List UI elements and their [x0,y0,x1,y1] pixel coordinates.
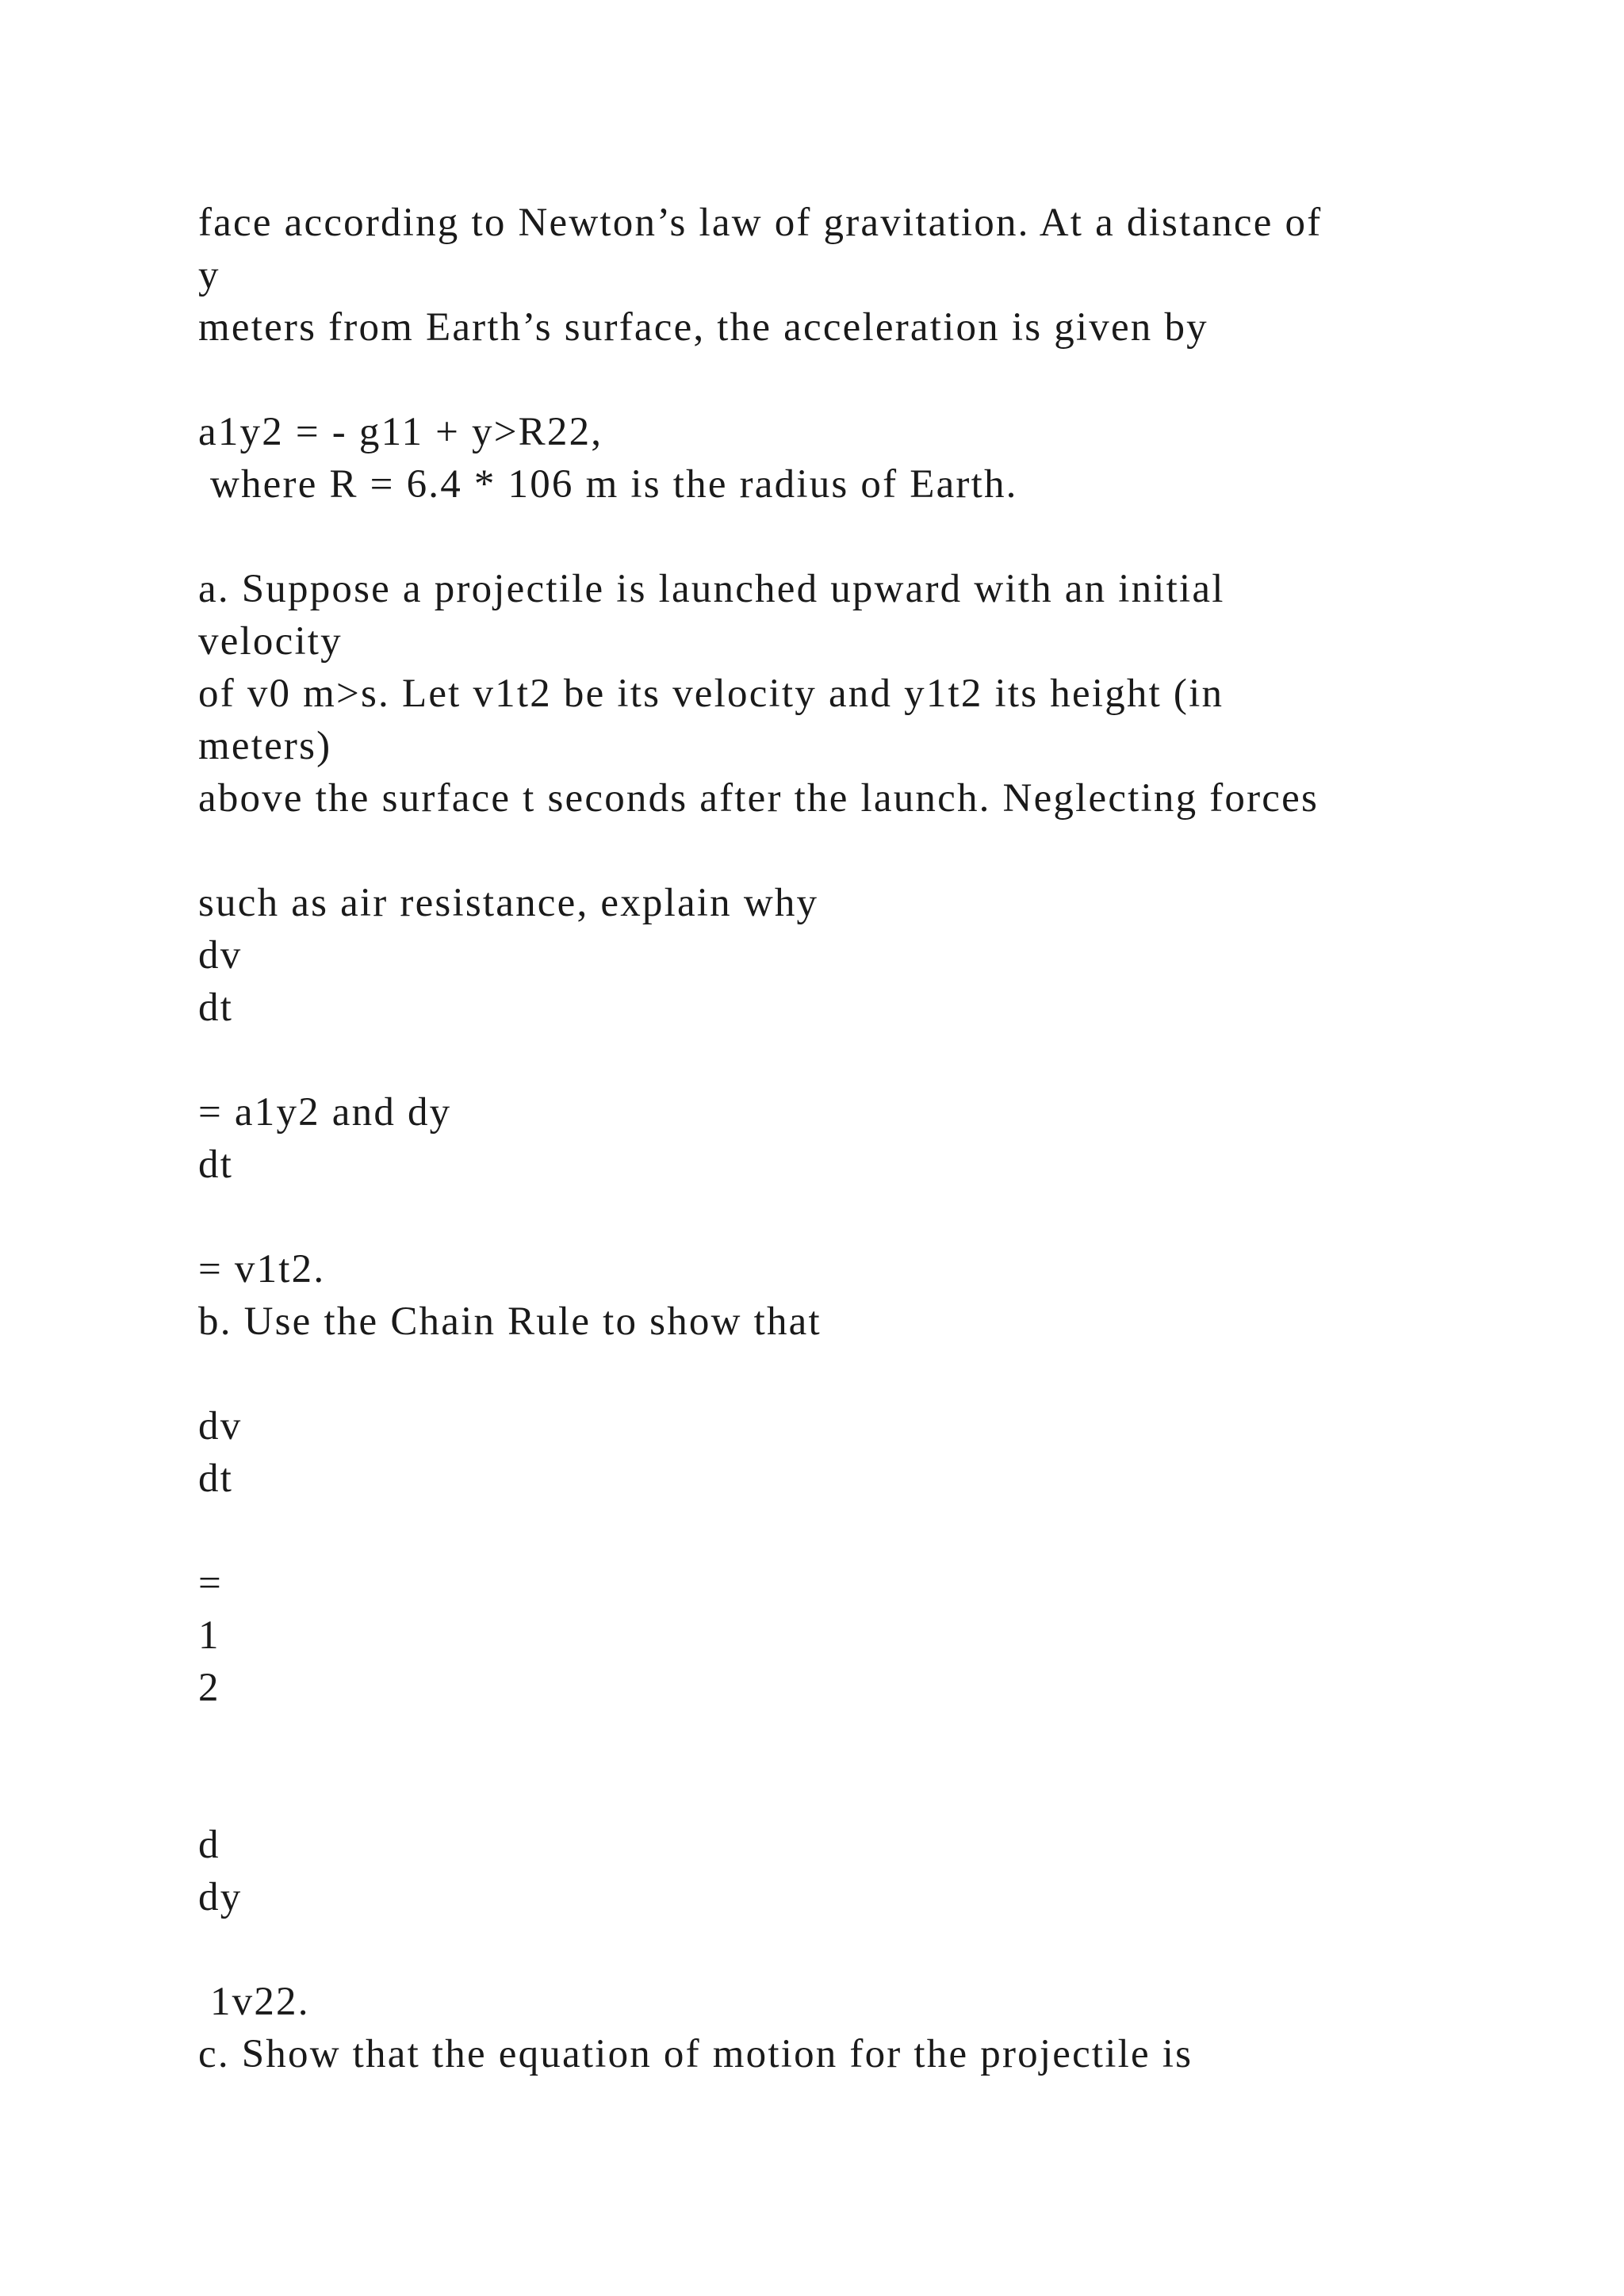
text-line: a1y2 = - g11 + y>R22, [198,410,603,454]
text-line: where R = 6.4 * 106 m is the radius of Earth. [198,462,1018,507]
text-line: velocity [198,619,343,664]
text-line: of v0 m>s. Let v1t2 be its velocity and y1t2 its height (in [198,672,1224,716]
text-line: dv [198,933,243,978]
text-line: y [198,253,220,297]
text-line: meters) [198,724,332,768]
text-line: b. Use the Chain Rule to show that [198,1299,822,1344]
text-line: dv [198,1404,243,1448]
text-line: 2 [198,1666,220,1710]
text-line: 1 [198,1613,220,1658]
text-line: c. Show that the equation of motion for the projectile is [198,2032,1193,2076]
text-line: meters from Earth’s surface, the acceleration is given by [198,305,1208,350]
text-line: dt [198,985,234,1030]
text-line: = [198,1561,223,1605]
text-line: dt [198,1456,234,1501]
text-line: a. Suppose a projectile is launched upward with an initial [198,567,1225,611]
text-line: d [198,1823,220,1867]
text-line: = a1y2 and dy [198,1090,452,1135]
text-line: dt [198,1142,234,1187]
text-line: 1v22. [198,1980,310,2024]
text-line: dy [198,1875,243,1919]
text-line: such as air resistance, explain why [198,881,819,925]
text-line: = v1t2. [198,1247,326,1292]
text-line: face according to Newton’s law of gravitation. At a distance of [198,201,1323,245]
text-line: above the surface t seconds after the launch. Neglecting forces [198,776,1320,821]
